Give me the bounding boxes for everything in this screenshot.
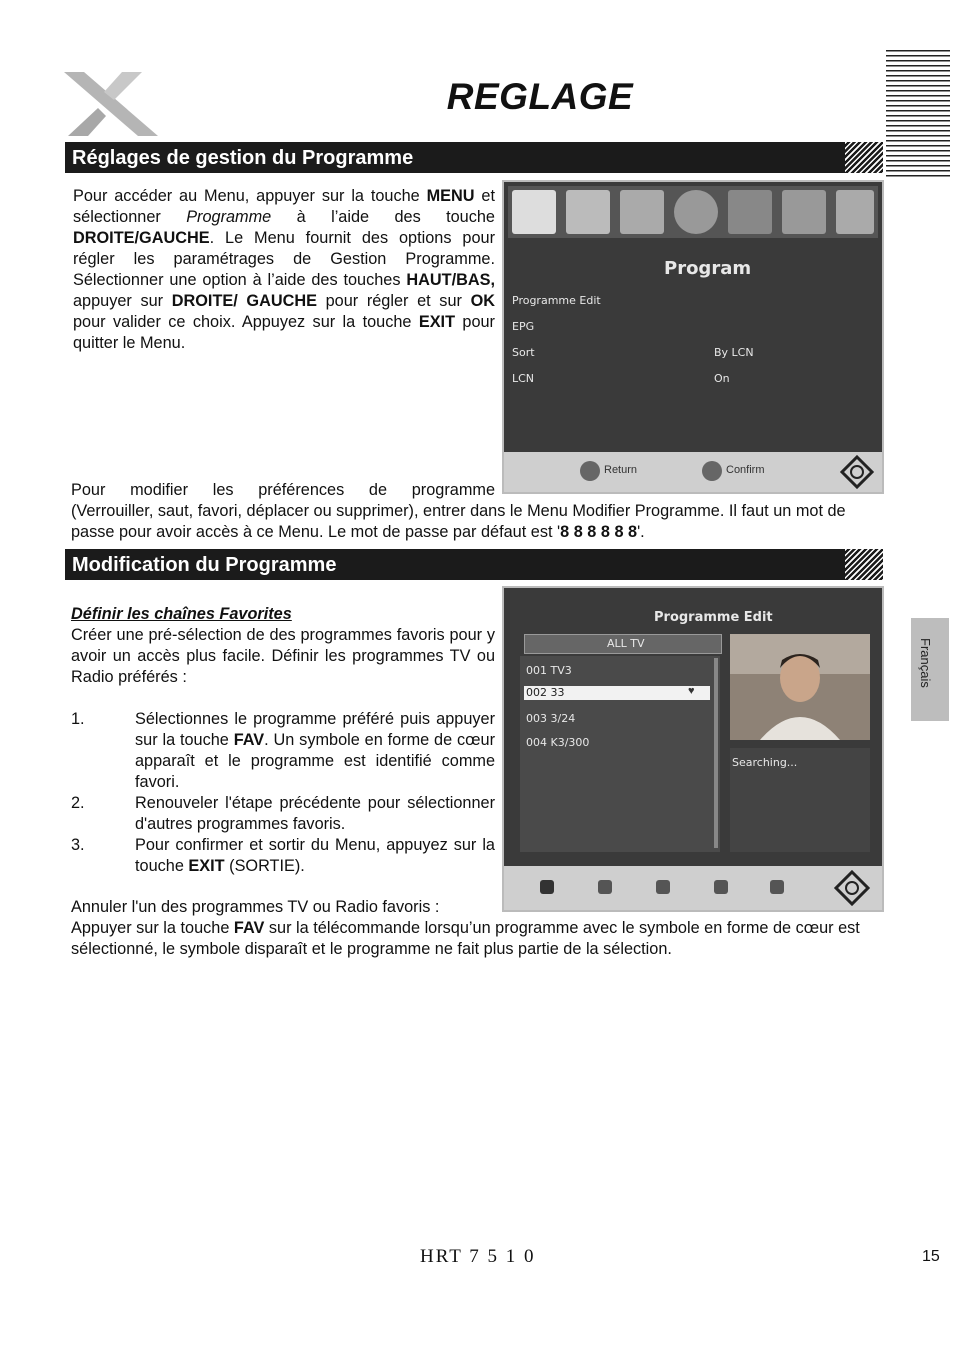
list-item-selected: 002 33 ♥ [524,686,710,700]
tools-icon [782,190,826,234]
color-key-icon [540,880,554,894]
return-button-icon [580,461,600,481]
subheading: Définir les chaînes Favorites [71,605,292,623]
menu-row-value: On [714,372,730,385]
cancel-heading: Annuler l'un des programmes TV ou Radio favoris : [71,898,440,916]
channel-list [520,656,720,852]
person-preview-image [730,634,870,740]
page-number: 15 [922,1248,940,1265]
screen-title: Programme Edit [654,610,773,625]
navigation-pad-icon [834,870,870,906]
screen-footer [504,866,882,910]
section1-paragraph: Pour accéder au Menu, appuyer sur la touche MENU et sélectionner Programme à l’aide des touche DROITE/GAUCHE. Le Menu fournit des options pour régler les paramétrages de Gestion Programme. Sélectionner une option à l’aide des touches HAUT/BAS, appuyer sur DROITE/ GAUCHE pour régler et sur OK pour valider ce choix. Appuyez sur la touche EXIT pour quitter le Menu. [73,187,495,352]
language-tab [911,618,949,721]
menu-row-label: EPG [512,320,535,333]
favorite-heart-icon: ♥ [688,685,695,697]
programme-edit-screenshot [502,586,884,912]
hatch-decoration [845,549,883,580]
scrollbar [714,658,718,848]
list-item: 003 3/24 [526,712,576,725]
language-label: Français [918,638,933,688]
status-panel [730,748,870,852]
channel-group-label: ALL TV [607,637,645,650]
color-key-icon [598,880,612,894]
color-key-icon [656,880,670,894]
cancel-paragraph: Appuyer sur la touche FAV sur la télécommande lorsqu’un programme avec le symbole en forme de cœur est sélectionné, le symbole disparaît et le programme ne fait plus partie de la sélection. [71,919,860,958]
section-heading: Réglages de gestion du Programme [72,147,414,169]
confirm-label: Confirm [726,464,765,476]
monitor-icon [566,190,610,234]
screen-footer [504,452,882,492]
channel-group-bar [524,634,722,654]
section-heading: Modification du Programme [72,554,337,576]
section1-paragraph2: (Verrouiller, saut, favori, déplacer ou supprimer), entrer dans le Menu Modifier Programme. Il faut un mot de passe pour avoir accès à ce Menu. Le mot de passe par défaut est '8 8 8 8 8 8'. [71,502,846,541]
satellite-icon [620,190,664,234]
hatch-decoration [845,142,883,173]
tv-icon [512,190,556,234]
list-item: 001 TV3 [526,664,572,677]
section-heading-bar [65,549,883,580]
usb-icon [836,190,874,234]
list-item: 2. Renouveler l'étape précédente pour sélectionner d'autres programmes favoris. [71,794,495,833]
screen-title: Program [664,258,752,279]
list-item: 1. Sélectionnes le programme préféré puis appuyer sur la touche FAV. Un symbole en forme de cœur apparaît et le programme est identifié comme favori. [71,710,495,791]
program-menu-screenshot [502,180,884,494]
decorative-stripes [886,50,950,178]
menu-row-label: LCN [512,372,535,385]
model-name: HRT 7 5 1 0 [420,1246,536,1267]
brand-x-logo [62,70,162,140]
navigation-pad-icon [840,455,874,489]
color-key-icon [770,880,784,894]
list-item: 004 K3/300 [526,736,590,749]
list-item: 3. Pour confirmer et sortir du Menu, appuyez sur la touche EXIT (SORTIE). [71,836,495,875]
section-heading-bar [65,142,883,173]
clock-icon [674,190,718,234]
color-key-icon [714,880,728,894]
page-title: REGLAGE [446,76,634,117]
video-preview [730,634,870,740]
steps-list [71,709,495,877]
menu-row-label: Programme Edit [512,294,601,307]
status-text: Searching... [732,756,798,769]
confirm-button-icon [702,461,722,481]
menu-row-label: Sort [512,346,535,359]
section2-intro: Créer une pré-sélection de des programmes favoris pour y avoir un accès plus facile. Définir les programmes TV ou Radio préférés : [71,626,495,686]
section1-paragraph2-start: Pour modifier les préférences de programme [71,481,495,499]
return-label: Return [604,464,638,476]
menu-icon-strip [508,186,878,238]
gear-icon [728,190,772,234]
menu-row-value: By LCN [714,346,754,359]
